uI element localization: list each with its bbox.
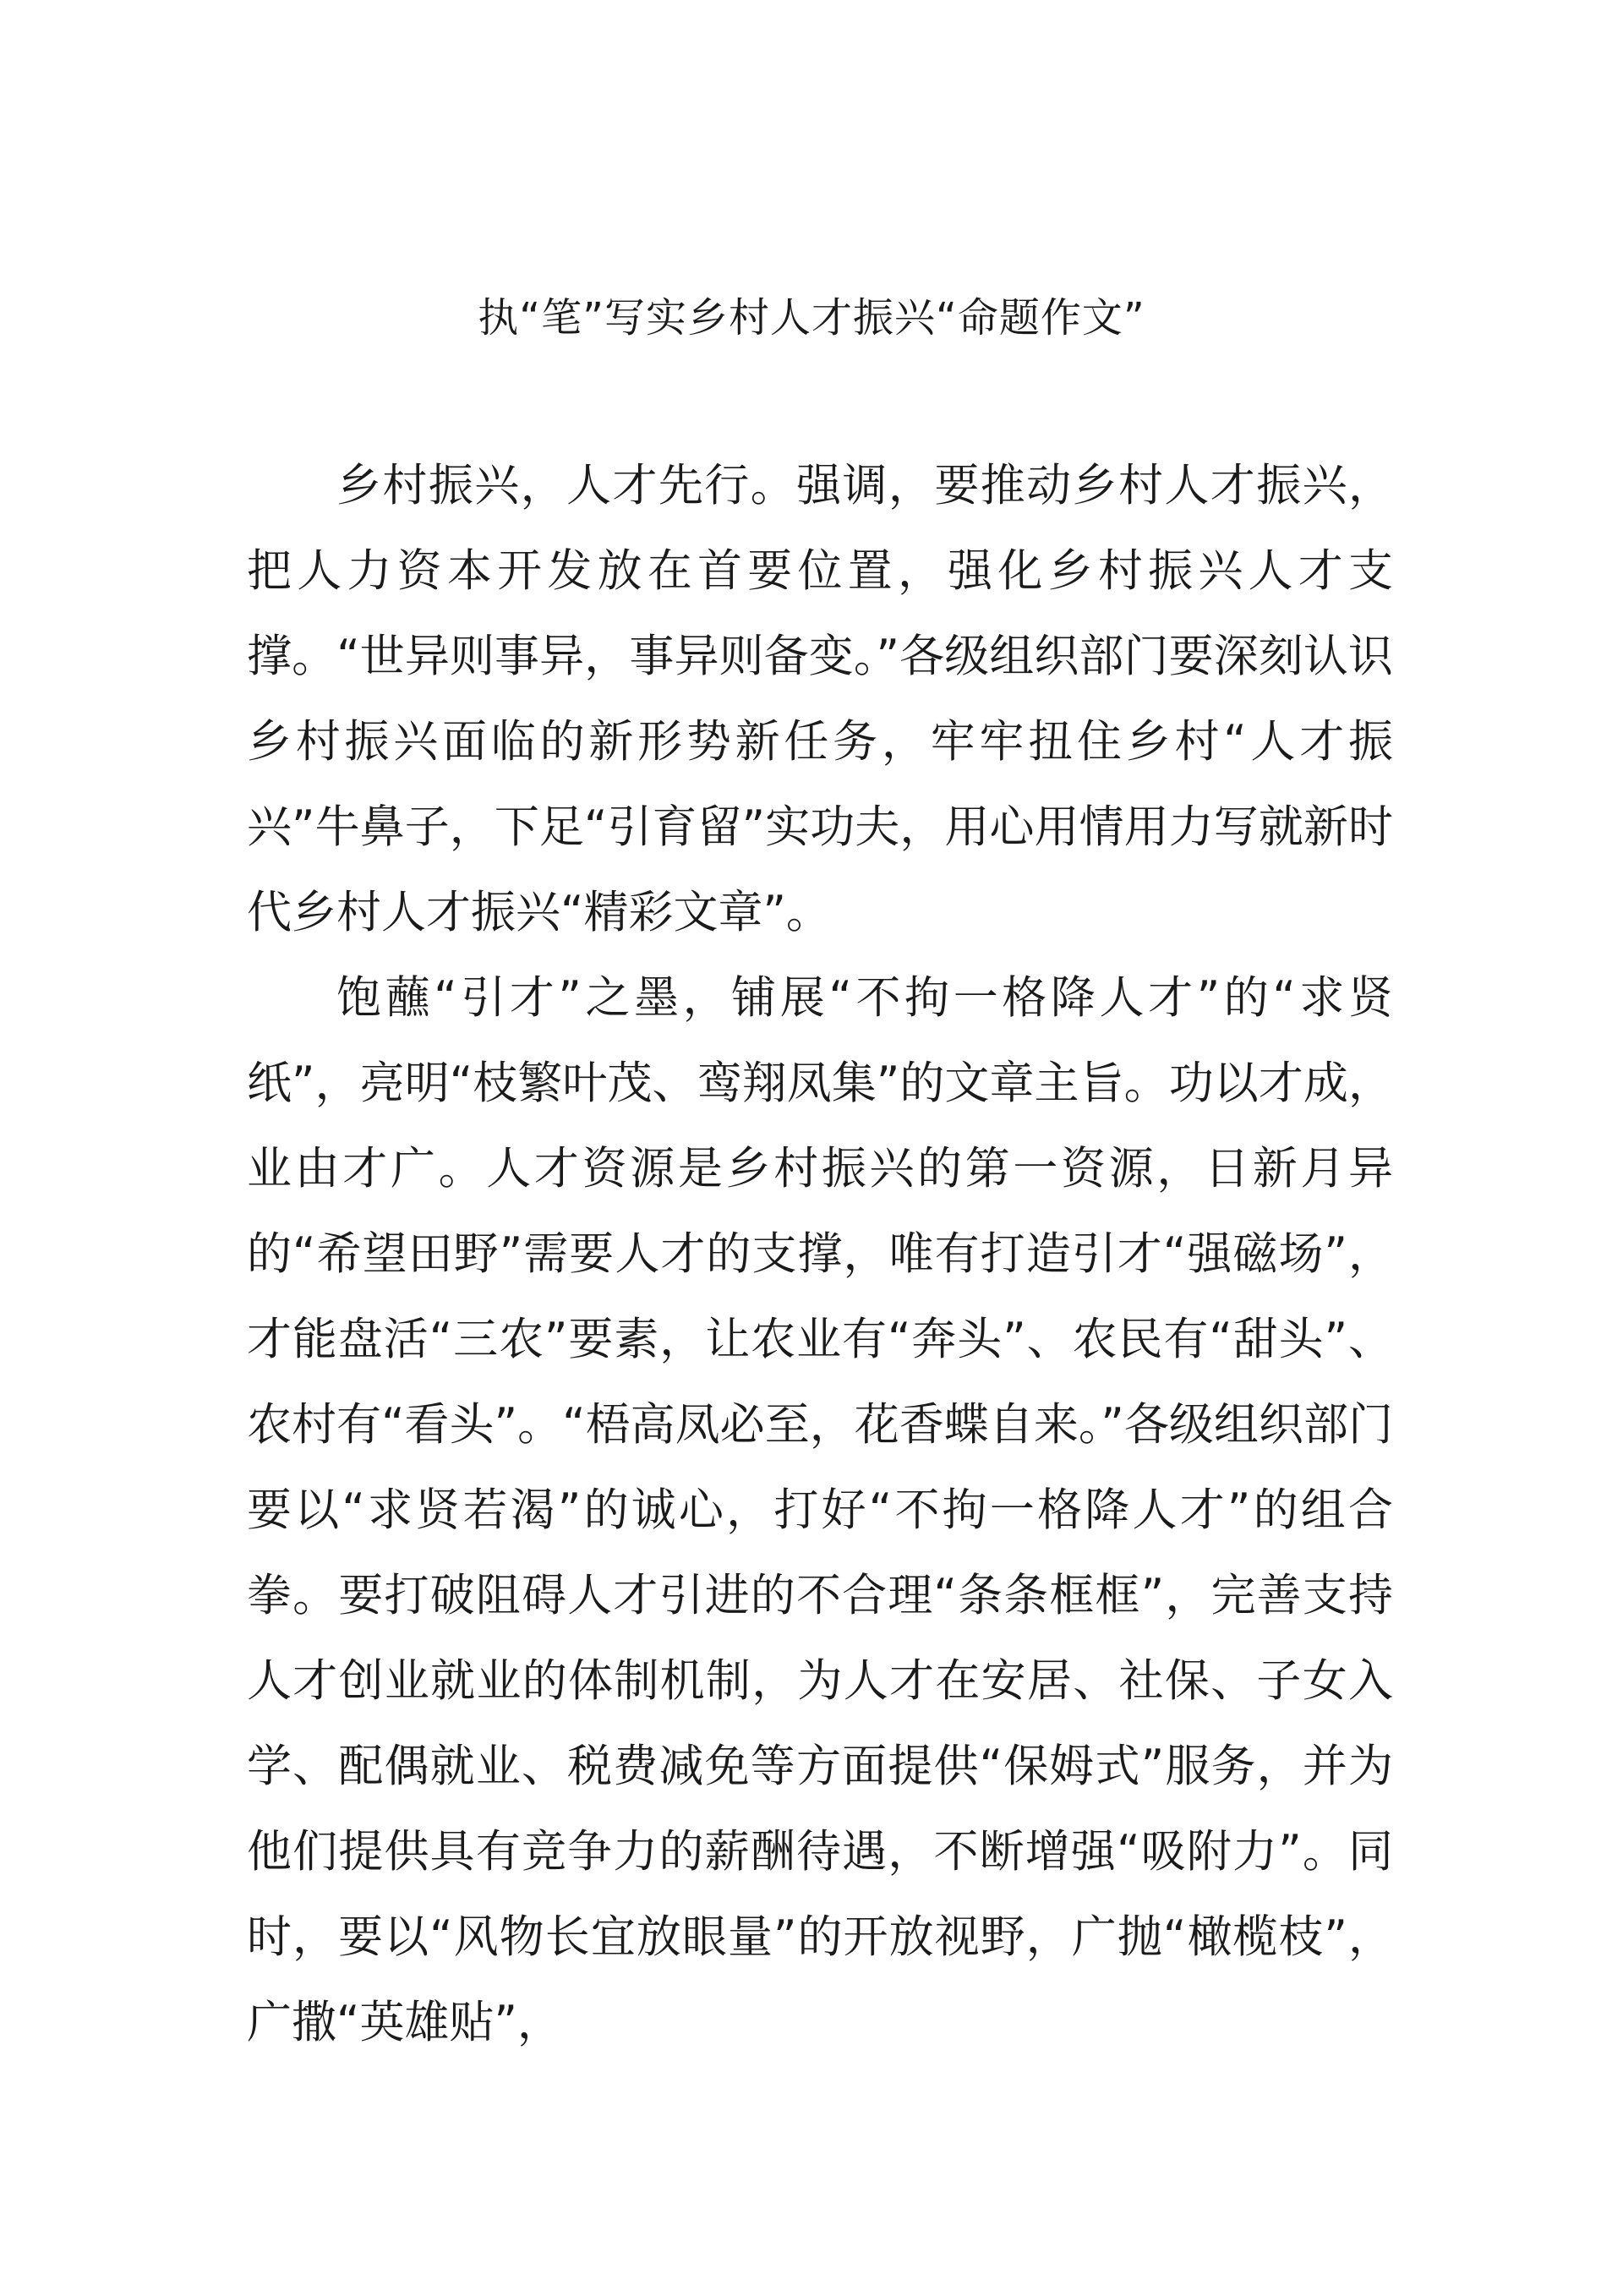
document-body bbox=[247, 443, 1393, 2065]
document-title: 执“笔”写实乡村人才振兴“命题作文” bbox=[478, 294, 1145, 342]
paragraph-2: 饱蘸“引才”之墨，铺展“不拘一格降人才”的“求贤纸”，亮明“枝繁叶茂、鸾翔凤集”的文章主旨。功以才成，业由才广。人才资源是乡村振兴的第一资源，日新月异的“希望田野”需要人才的支撑，唯有打造引才“强磁场”，才能盘活“三农”要素，让农业有“奔头”、农民有“甜头”、农村有“看头”。“梧高凤必至，花香蝶自来。”各级组织部门要以“求贤若渴”的诚心，打好“不拘一格降人才”的组合拳。要打破阻碍人才引进的不合理“条条框框”，完善支持人才创业就业的体制机制，为人才在安居、社保、子女入学、配偶就业、税费减免等方面提供“保姆式”服务，并为他们提供具有竞争力的薪酬待遇，不断增强“吸附力”。同时，要以“风物长宜放眼量”的开放视野，广抛“橄榄枝”，广撒“英雄贴”， bbox=[247, 972, 1393, 2048]
paragraph-1: 乡村振兴，人才先行。强调，要推动乡村人才振兴，把人力资本开发放在首要位置，强化乡村振兴人才支撑。“世异则事异，事异则备变。”各级组织部门要深刻认识乡村振兴面临的新形势新任务，牢牢扭住乡村“人才振兴”牛鼻子，下足“引育留”实功夫，用心用情用力写就新时代乡村人才振兴“精彩文章”。 bbox=[247, 460, 1393, 938]
